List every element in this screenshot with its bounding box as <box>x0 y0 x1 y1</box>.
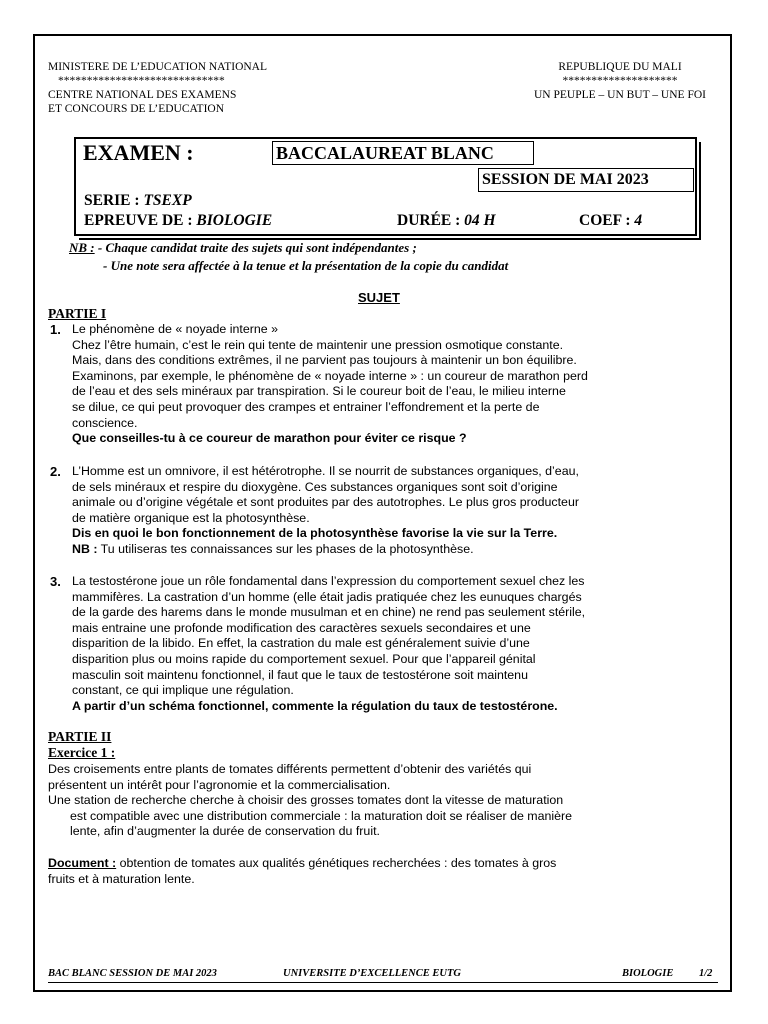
question-text-line: conscience. <box>72 415 138 430</box>
paragraph-line: lente, afin d’augmenter la durée de conservation du fruit. <box>70 824 380 839</box>
paragraph-line: présentent un intérêt pour l’agronomie et la commercialisation. <box>48 777 391 792</box>
question-text-line: masculin soit maintenu fonctionnel, il faut que le taux de testostérone soit maintenu <box>72 667 528 682</box>
question-1 <box>50 322 722 447</box>
coef-value: 4 <box>634 212 643 229</box>
center-name-2: ET CONCOURS DE L’EDUCATION <box>48 103 225 115</box>
ministry-name: MINISTERE DE L’EDUCATION NATIONAL <box>48 61 268 73</box>
question-prompt: A partir d’un schéma fonctionnel, commente la régulation du taux de testostérone. <box>72 698 558 713</box>
duree-label: DURÉE : <box>397 212 461 229</box>
question-2 <box>50 464 722 558</box>
serie-label: SERIE : <box>84 192 140 209</box>
question-text-line: de matière organique est la photosynthèse. <box>72 510 310 525</box>
footer-session: BAC BLANC SESSION DE MAI 2023 <box>48 968 217 979</box>
motto: UN PEUPLE – UN BUT – UNE FOI <box>534 89 706 101</box>
republic-name: REPUBLIQUE DU MALI <box>558 61 682 73</box>
duree-value: 04 H <box>464 212 496 229</box>
footer-subject: BIOLOGIE <box>622 968 674 979</box>
question-number: 2. <box>50 464 61 479</box>
partie-1-heading: PARTIE I <box>48 306 107 321</box>
partie-2-heading: PARTIE II <box>48 729 112 744</box>
nb-line-1 <box>69 239 417 256</box>
question-text-line: L’Homme est un omnivore, il est hétérotrophe. Il se nourrit de substances organiques, d’eau, <box>72 464 579 478</box>
footer-university: UNIVERSITE D’EXCELLENCE EUTG <box>283 968 461 979</box>
sujet-heading: SUJET <box>358 290 400 305</box>
header-right <box>524 60 716 102</box>
header-left-stars: ***************************** <box>58 75 225 87</box>
question-nb-label: NB : <box>72 541 98 556</box>
question-prompt: Dis en quoi le bon fonctionnement de la photosynthèse favorise la vie sur la Terre. <box>72 526 558 541</box>
question-number: 1. <box>50 322 61 337</box>
coef-label: COEF : <box>579 212 631 229</box>
paragraph-line: est compatible avec une distribution commerciale : la maturation doit se réaliser de manière <box>70 808 573 823</box>
center-name: CENTRE NATIONAL DES EXAMENS <box>48 89 237 101</box>
question-text-line: mammifères. La castration d’un homme (elle était jadis pratiquée chez les eunuques chargés <box>72 589 582 604</box>
question-nb-text: Tu utiliseras tes connaissances sur les phases de la photosynthèse. <box>97 541 474 556</box>
serie-value: TSEXP <box>143 192 192 209</box>
question-text-line: Mais, dans des conditions extrêmes, il ne parvient pas toujours à maintenir un bon équilibre. <box>72 353 577 368</box>
epreuve-value: BIOLOGIE <box>196 212 273 229</box>
question-text-line: se dilue, ce qui peut provoquer des crampes et entrainer l’effondrement et la perte de <box>72 399 540 414</box>
question-text-line: Examinons, par exemple, le phénomène de « noyade interne » : un coureur de marathon perd <box>72 368 588 383</box>
footer-divider <box>48 982 718 983</box>
document-text-1: obtention de tomates aux qualités génétiques recherchées : des tomates à gros <box>116 856 557 870</box>
nb-label: NB : <box>69 240 95 255</box>
question-text-line: de l’eau et des sels minéraux par transpiration. Si le coureur boit de l’eau, le milieu interne <box>72 384 566 399</box>
document-description <box>48 856 724 887</box>
epreuve-label: EPREUVE DE : <box>84 212 193 229</box>
duree <box>397 212 496 230</box>
paragraph-line: Des croisements entre plants de tomates différents permettent d’obtenir des variétés qui <box>48 762 532 776</box>
question-text-line: Chez l’être humain, c’est le rein qui tente de maintenir une pression osmotique constante. <box>72 337 564 352</box>
question-3 <box>50 574 722 714</box>
question-text-line: de sels minéraux et respire du dioxygène. Ces substances organiques sont soit d’origine <box>72 479 558 494</box>
footer-page-number: 1/2 <box>699 968 713 979</box>
epreuve <box>84 212 272 230</box>
header-left <box>48 60 267 116</box>
exam-title: BACCALAUREAT BLANC <box>272 141 534 165</box>
exercice-1-heading: Exercice 1 : <box>48 745 116 760</box>
question-text-line: de la garde des harems dans le monde musulman et en chine) ne rend pas seulement stérile, <box>72 605 586 620</box>
exam-label: EXAMEN : <box>83 140 194 165</box>
document-label: Document : <box>48 856 117 870</box>
question-text-line: disparition de la libido. En effet, la castration du male est généralement suivie d’une <box>72 636 530 651</box>
question-nb <box>72 542 722 558</box>
question-text-line: Le phénomène de « noyade interne » <box>72 322 278 336</box>
question-text-line: La testostérone joue un rôle fondamental dans l’expression du comportement sexuel chez les <box>72 574 585 588</box>
header-right-stars: ******************** <box>562 75 678 87</box>
nb-text-1: - Chaque candidat traite des sujets qui sont indépendantes ; <box>97 240 417 255</box>
question-text-line: disparition plus ou moins rapide du comportement sexuel. Pour que l’appareil génital <box>72 651 536 666</box>
serie <box>84 192 192 210</box>
question-number: 3. <box>50 574 61 589</box>
nb-line-2: - Une note sera affectée à la tenue et la présentation de la copie du candidat <box>103 258 509 273</box>
paragraph-line: Une station de recherche cherche à choisir des grosses tomates dont la vitesse de maturation <box>48 793 564 808</box>
exercice-1-paragraph <box>48 762 724 840</box>
question-prompt: Que conseilles-tu à ce coureur de marathon pour éviter ce risque ? <box>72 431 467 446</box>
coef <box>579 212 642 230</box>
exam-session: SESSION DE MAI 2023 <box>478 168 694 192</box>
question-text-line: constant, ce qui implique une régulation. <box>72 683 294 698</box>
document-text-2: fruits et à maturation lente. <box>48 871 195 886</box>
question-text-line: animale ou d’origine végétale et sont produites par des autotrophes. Le plus gros producteur <box>72 495 579 510</box>
question-text-line: mais entraine une profonde modification des caractères sexuels secondaires et une <box>72 620 531 635</box>
